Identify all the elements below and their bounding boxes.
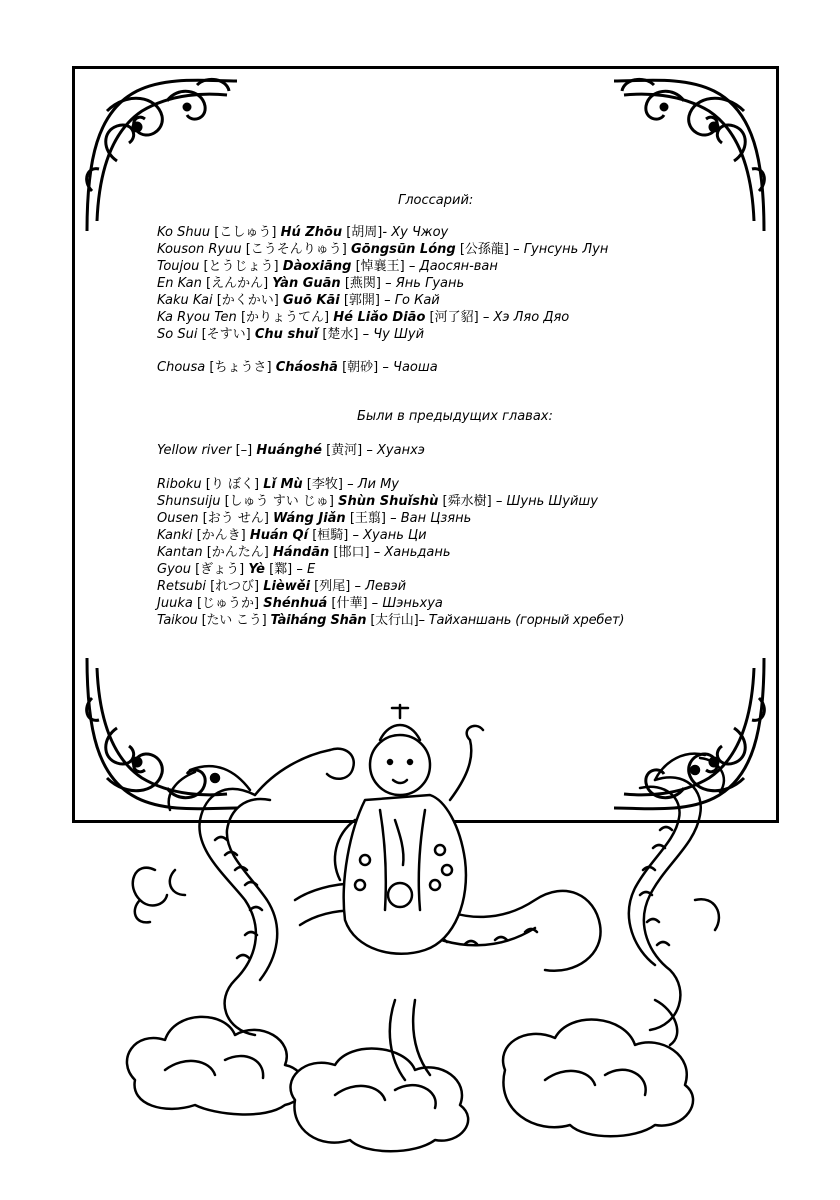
previous-entry bbox=[157, 596, 443, 612]
entry-separator: – bbox=[390, 511, 397, 526]
glossary-entry bbox=[157, 259, 498, 275]
entry-kana: [こうそんりゅう] bbox=[245, 242, 347, 257]
entry-kana: [じゅうか] bbox=[196, 596, 260, 611]
entry-hanzi: [朝砂] bbox=[342, 360, 379, 375]
entry-hanzi: [列尾] bbox=[314, 579, 351, 594]
entry-separator: – bbox=[347, 477, 354, 492]
previous-title: Были в предыдущих главах: bbox=[357, 409, 553, 424]
entry-russian: Тайханшань (горный хребет) bbox=[428, 613, 625, 628]
entry-kana: [たい こう] bbox=[201, 613, 267, 628]
glossary-entry bbox=[157, 293, 440, 309]
entry-pinyin: Cháoshā bbox=[275, 360, 338, 375]
entry-romaji: Kaku Kai bbox=[157, 293, 213, 308]
entry-pinyin: Gōngsūn Lóng bbox=[351, 242, 456, 257]
entry-separator: – bbox=[362, 327, 370, 342]
entry-pinyin: Hándān bbox=[273, 545, 330, 560]
entry-romaji: So Sui bbox=[157, 327, 198, 342]
entry-romaji: Shunsuiju bbox=[157, 494, 221, 509]
entry-hanzi: [王翦] bbox=[349, 511, 386, 526]
entry-russian: Чаоша bbox=[393, 360, 438, 375]
glossary-title: Глоссарий: bbox=[398, 193, 474, 208]
previous-entry bbox=[157, 443, 425, 459]
entry-kana: [り ぼく] bbox=[205, 477, 260, 492]
entry-pinyin: Yàn Guān bbox=[272, 276, 341, 291]
entry-separator: – bbox=[371, 596, 379, 611]
entry-russian: Е bbox=[307, 562, 316, 577]
entry-separator: – bbox=[296, 562, 303, 577]
entry-hanzi: [桓騎] bbox=[312, 528, 349, 543]
entry-russian: Ханьдань bbox=[384, 545, 451, 560]
entry-separator: – bbox=[382, 360, 389, 375]
entry-romaji: Kanki bbox=[157, 528, 193, 543]
entry-russian: Ван Цзянь bbox=[400, 511, 472, 526]
entry-hanzi: [什華] bbox=[331, 596, 368, 611]
previous-entry bbox=[157, 528, 427, 544]
entry-romaji: Ka Ryou Ten bbox=[157, 310, 237, 325]
entry-pinyin: Chu shuǐ bbox=[254, 327, 319, 342]
entry-hanzi: [公孫龍] bbox=[459, 242, 510, 257]
entry-kana: [かりょうてん] bbox=[240, 310, 330, 325]
entry-romaji: Kouson Ryuu bbox=[157, 242, 242, 257]
entry-separator: - bbox=[382, 225, 388, 240]
entry-pinyin: Huánghé bbox=[256, 443, 322, 458]
entry-russian: Ху Чжоу bbox=[391, 225, 449, 240]
entry-separator: – bbox=[482, 310, 490, 325]
entry-kana: [かくかい] bbox=[216, 293, 279, 308]
entry-separator: – bbox=[418, 613, 425, 628]
entry-romaji: Riboku bbox=[157, 477, 202, 492]
entry-kana: [れつび] bbox=[210, 579, 260, 594]
entry-hanzi: [楚水] bbox=[322, 327, 359, 342]
entry-hanzi: [河了貂] bbox=[429, 310, 479, 325]
entry-romaji: Ousen bbox=[157, 511, 199, 526]
entry-separator: – bbox=[495, 494, 503, 509]
previous-entry bbox=[157, 562, 315, 578]
entry-separator: – bbox=[352, 528, 359, 543]
entry-russian: Хэ Ляо Дяо bbox=[493, 310, 570, 325]
entry-romaji: Yellow river bbox=[157, 443, 232, 458]
entry-russian: Чу Шуй bbox=[373, 327, 425, 342]
previous-entry bbox=[157, 511, 471, 527]
entry-separator: – bbox=[384, 293, 391, 308]
glossary-entry bbox=[157, 242, 608, 258]
entry-separator: – bbox=[385, 276, 392, 291]
entry-romaji: Taikou bbox=[157, 613, 198, 628]
entry-russian: Хуань Ци bbox=[363, 528, 427, 543]
entry-russian: Шунь Шуйшу bbox=[506, 494, 598, 509]
entry-pinyin: Lǐ Mù bbox=[263, 477, 303, 492]
entry-russian: Шэньхуа bbox=[382, 596, 443, 611]
glossary-entry bbox=[157, 310, 569, 326]
entry-hanzi: [燕関] bbox=[344, 276, 381, 291]
entry-pinyin: Shénhuá bbox=[263, 596, 328, 611]
previous-entry bbox=[157, 579, 406, 595]
entry-hanzi: [鄴] bbox=[269, 562, 293, 577]
entry-pinyin: Yè bbox=[248, 562, 265, 577]
entry-hanzi: [郭開] bbox=[343, 293, 380, 308]
previous-entry bbox=[157, 613, 624, 629]
entry-separator: – bbox=[354, 579, 361, 594]
glossary-entry bbox=[157, 327, 424, 343]
glossary-entry bbox=[157, 225, 448, 241]
entry-pinyin: Hú Zhōu bbox=[280, 225, 343, 240]
corner-ornament-icon bbox=[604, 71, 774, 241]
entry-kana: [かんき] bbox=[196, 528, 246, 543]
entry-romaji: En Kan bbox=[157, 276, 202, 291]
entry-hanzi: [太行山] bbox=[370, 613, 419, 628]
entry-kana: [ちょうさ] bbox=[209, 360, 272, 375]
dragon-rider-illustration-icon bbox=[95, 700, 745, 1170]
entry-pinyin: Dàoxiāng bbox=[282, 259, 352, 274]
glossary-entry bbox=[157, 276, 464, 292]
entry-hanzi: [舜水樹] bbox=[442, 494, 492, 509]
entry-romaji: Gyou bbox=[157, 562, 191, 577]
previous-entry bbox=[157, 545, 451, 561]
entry-romaji: Juuka bbox=[157, 596, 193, 611]
entry-kana: [おう せん] bbox=[202, 511, 269, 526]
entry-hanzi: [黄河] bbox=[326, 443, 363, 458]
entry-pinyin: Tàiháng Shān bbox=[270, 613, 367, 628]
entry-russian: Хуанхэ bbox=[377, 443, 425, 458]
entry-pinyin: Hé Liǎo Diāo bbox=[333, 310, 426, 325]
entry-pinyin: Huán Qí bbox=[249, 528, 309, 543]
corner-ornament-icon bbox=[77, 71, 247, 241]
entry-russian: Го Кай bbox=[394, 293, 440, 308]
entry-russian: Гунсунь Лун bbox=[523, 242, 609, 257]
glossary-entry-extra bbox=[157, 360, 438, 376]
entry-kana: [とうじょう] bbox=[203, 259, 279, 274]
entry-separator: – bbox=[373, 545, 381, 560]
entry-pinyin: Wáng Jiǎn bbox=[273, 511, 346, 526]
previous-entry bbox=[157, 494, 598, 510]
entry-kana: [–] bbox=[235, 443, 253, 458]
entry-separator: – bbox=[513, 242, 520, 257]
entry-pinyin: Lièwěi bbox=[263, 579, 311, 594]
entry-kana: [そすい] bbox=[201, 327, 251, 342]
entry-kana: [しゅう すい じゅ] bbox=[224, 494, 335, 509]
entry-hanzi: [胡周] bbox=[346, 225, 383, 240]
entry-romaji: Ko Shuu bbox=[157, 225, 211, 240]
entry-separator: – bbox=[366, 443, 373, 458]
entry-kana: [こしゅう] bbox=[214, 225, 277, 240]
entry-hanzi: [悼襄王] bbox=[355, 259, 405, 274]
entry-romaji: Toujou bbox=[157, 259, 200, 274]
entry-romaji: Chousa bbox=[157, 360, 206, 375]
entry-kana: [えんかん] bbox=[206, 276, 269, 291]
entry-pinyin: Shùn Shuǐshù bbox=[338, 494, 439, 509]
entry-romaji: Retsubi bbox=[157, 579, 207, 594]
entry-russian: Даосян-ван bbox=[419, 259, 498, 274]
entry-russian: Ли Му bbox=[357, 477, 400, 492]
entry-russian: Янь Гуань bbox=[395, 276, 465, 291]
entry-hanzi: [李牧] bbox=[306, 477, 343, 492]
entry-kana: [かんたん] bbox=[206, 545, 269, 560]
entry-hanzi: [邯口] bbox=[333, 545, 370, 560]
entry-separator: – bbox=[408, 259, 416, 274]
entry-pinyin: Guō Kāi bbox=[283, 293, 340, 308]
previous-entry bbox=[157, 477, 399, 493]
entry-romaji: Kantan bbox=[157, 545, 203, 560]
entry-russian: Левэй bbox=[365, 579, 407, 594]
entry-kana: [ぎょう] bbox=[195, 562, 245, 577]
